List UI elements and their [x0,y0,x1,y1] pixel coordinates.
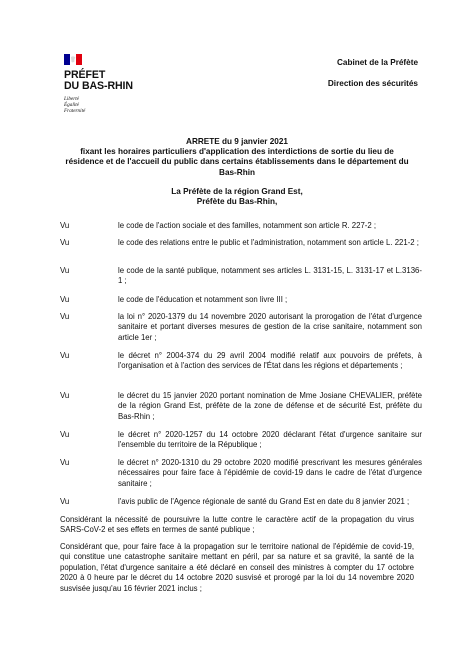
authority-line2: Préfète du Bas-Rhin, [196,197,278,207]
vu-label: Vu [60,221,70,230]
header-cabinet: Cabinet de la Préfète [337,58,418,67]
vu-text: le décret n° 2004-374 du 29 avril 2004 modifié relatif aux pouvoirs de préfets, à l'organisation et à l'action des services de l'État dans les régions et départements ; [118,351,422,371]
vu-label: Vu [60,391,70,400]
vu-label: Vu [60,458,70,467]
logo-line-2: DU BAS-RHIN [64,80,133,92]
logo-line-1: PRÉFET [64,69,106,81]
issuing-authority [60,187,414,207]
vu-text: la loi n° 2020-1379 du 14 novembre 2020 autorisant la prorogation de l'état d'urgence sanitaire et portant diverses mesures de gestion de la crise sanitaire, notamment son article 1er ; [118,312,422,342]
vu-label: Vu [60,312,70,321]
motto-liberte: Liberté [64,96,79,102]
vu-text: le code des relations entre le public et l'administration, notamment son article L. 221-2 ; [118,238,419,247]
vu-text: le décret n° 2020-1310 du 29 octobre 2020 modifié prescrivant les mesures générales nécessaires pour faire face à l'épidémie de covid-19 dans le cadre de l'état d'urgence sanitaire ; [118,458,422,488]
vu-text: le décret n° 2020-1257 du 14 octobre 2020 déclarant l'état d'urgence sanitaire sur l'ensemble du territoire de la République ; [118,430,422,450]
motto-fraternite: Fraternité [64,108,86,114]
vu-label: Vu [60,351,70,360]
motto-egalite: Égalité [64,102,79,108]
vu-text: l'avis public de l'Agence régionale de santé du Grand Est en date du 8 janvier 2021 ; [118,497,410,506]
vu-label: Vu [60,295,70,304]
considerant-paragraph: Considérant la nécessité de poursuivre la lutte contre le caractère actif de la propagation du virus SARS-CoV-2 et ses effets en termes de santé publique ; [60,515,414,535]
decree-title-line1: ARRETE du 9 janvier 2021 [186,137,288,146]
vu-label: Vu [60,238,70,247]
vu-label: Vu [60,266,70,275]
vu-text: le code de l'éducation et notamment son livre III ; [118,295,288,304]
considerant-paragraph: Considérant que, pour faire face à la propagation sur le territoire national de l'épidémie de covid-19, qui constitue une catastrophe sanitaire mettant en péril, par sa nature et sa gravité, la santé de la population, l'état d'urgence sanitaire a été déclaré en conseil des ministres à compter du 17 octobre 2020 à 0 heure par le décret du 14 octobre 2020 susvisé et prorogé par la loi du 14 novembre 2020 susvisée jusqu'au 16 février 2021 inclus ; [60,542,414,593]
vu-text: le décret du 15 janvier 2020 portant nomination de Mme Josiane CHEVALIER, préfète de la région Grand Est, préfète de la zone de défense et de sécurité Est, préfète du Bas-Rhin ; [118,391,422,421]
header-direction: Direction des sécurités [327,79,418,88]
vu-text: le code de l'action sociale et des familles, notamment son article R. 227-2 ; [118,221,377,230]
decree-title [60,137,414,178]
decree-title-body: fixant les horaires particuliers d'application des interdictions de sortie du lieu de résidence et de l'accueil du public dans certains établissements dans le département du Bas-Rhin [65,147,409,177]
vu-label: Vu [60,430,70,439]
vu-label: Vu [60,497,70,506]
marianne-flag-icon [64,54,82,65]
authority-line1: La Préfète de la région Grand Est, [171,187,303,196]
vu-text: le code de la santé publique, notamment ses articles L. 3131-15, L. 3131-17 et L.3136-1 ; [118,266,422,286]
